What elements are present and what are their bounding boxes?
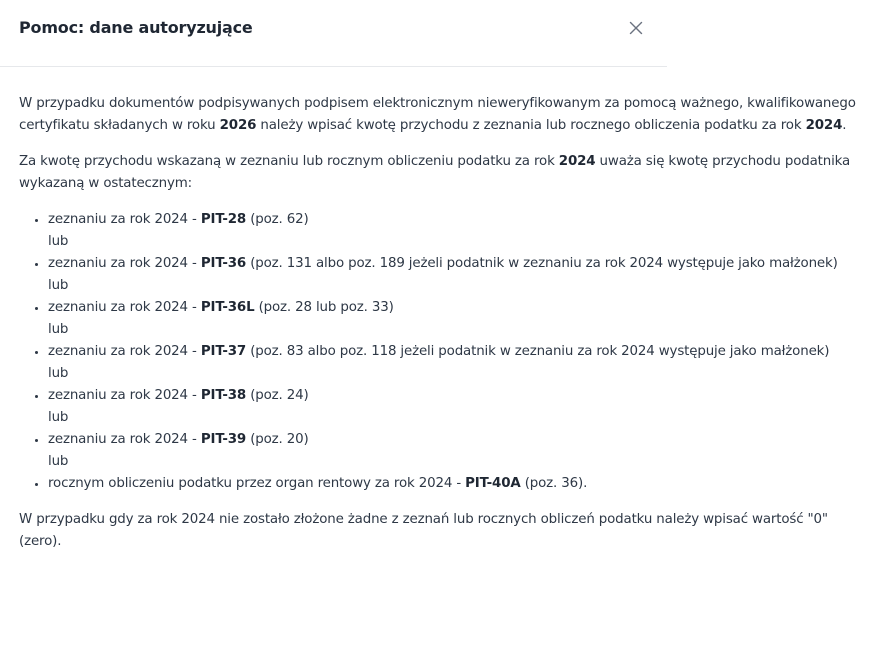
- item-detail: (poz. 28 lub poz. 33): [254, 300, 394, 315]
- list-item: [48, 385, 864, 429]
- intro-text-2: należy wpisać kwotę przychodu z zeznania lub rocznego obliczenia podatku za rok: [256, 118, 806, 133]
- item-detail: (poz. 24): [246, 388, 309, 403]
- close-button[interactable]: [627, 19, 645, 37]
- close-icon: [627, 19, 645, 37]
- or-label: lub: [48, 322, 69, 337]
- intro-text-1: W przypadku dokumentów podpisywanych podpisem elektronicznym nieweryfikowanym za pomocą ważnego, kwalifikowanego certyfikatu składanych w roku: [19, 96, 856, 133]
- dialog-header: [0, 0, 667, 67]
- intro-paragraph: [19, 93, 864, 137]
- item-text: zeznaniu za rok 2024 -: [48, 432, 201, 447]
- form-name: PIT-40A: [465, 476, 521, 491]
- form-name: PIT-36: [200, 256, 247, 271]
- form-name: PIT-36L: [200, 300, 255, 315]
- item-detail: (poz. 62): [246, 212, 309, 227]
- or-label: lub: [48, 410, 69, 425]
- form-name: PIT-28: [200, 212, 247, 227]
- dialog-body: [19, 93, 864, 567]
- item-detail: (poz. 131 albo poz. 189 jeżeli podatnik w zeznaniu za rok 2024 występuje jako małżonek): [246, 256, 838, 271]
- list-item: [48, 209, 864, 253]
- list-item: [48, 429, 864, 473]
- item-detail: (poz. 20): [246, 432, 309, 447]
- item-text: zeznaniu za rok 2024 -: [48, 388, 201, 403]
- list-item: [48, 253, 864, 297]
- dialog-title: Pomoc: dane autoryzujące: [19, 18, 253, 37]
- forms-list: [19, 209, 864, 495]
- item-detail: (poz. 83 albo poz. 118 jeżeli podatnik w zeznaniu za rok 2024 występuje jako małżonek): [246, 344, 830, 359]
- or-label: lub: [48, 278, 69, 293]
- or-label: lub: [48, 454, 69, 469]
- tax-year: 2024: [805, 118, 843, 133]
- list-item: [48, 341, 864, 385]
- definition-text-2: uważa się kwotę przychodu podatnika wykazaną w ostatecznym:: [19, 154, 851, 191]
- intro-text-3: .: [842, 118, 847, 133]
- or-label: lub: [48, 234, 69, 249]
- zero-value-paragraph: W przypadku gdy za rok 2024 nie zostało złożone żadne z zeznań lub rocznych obliczeń podatku należy wpisać wartość "0" (zero).: [19, 512, 828, 549]
- form-name: PIT-37: [200, 344, 247, 359]
- list-item: [48, 473, 864, 495]
- item-text: zeznaniu za rok 2024 -: [48, 344, 201, 359]
- definition-paragraph: [19, 151, 864, 195]
- form-name: PIT-39: [200, 432, 247, 447]
- submission-year: 2026: [219, 118, 257, 133]
- item-detail: (poz. 36).: [520, 476, 588, 491]
- definition-text-1: Za kwotę przychodu wskazaną w zeznaniu lub rocznym obliczeniu podatku za rok: [19, 154, 559, 169]
- item-text: rocznym obliczeniu podatku przez organ rentowy za rok 2024 -: [48, 476, 466, 491]
- item-text: zeznaniu za rok 2024 -: [48, 300, 201, 315]
- item-text: zeznaniu za rok 2024 -: [48, 256, 201, 271]
- item-text: zeznaniu za rok 2024 -: [48, 212, 201, 227]
- definition-year: 2024: [558, 154, 596, 169]
- list-item: [48, 297, 864, 341]
- or-label: lub: [48, 366, 69, 381]
- form-name: PIT-38: [200, 388, 247, 403]
